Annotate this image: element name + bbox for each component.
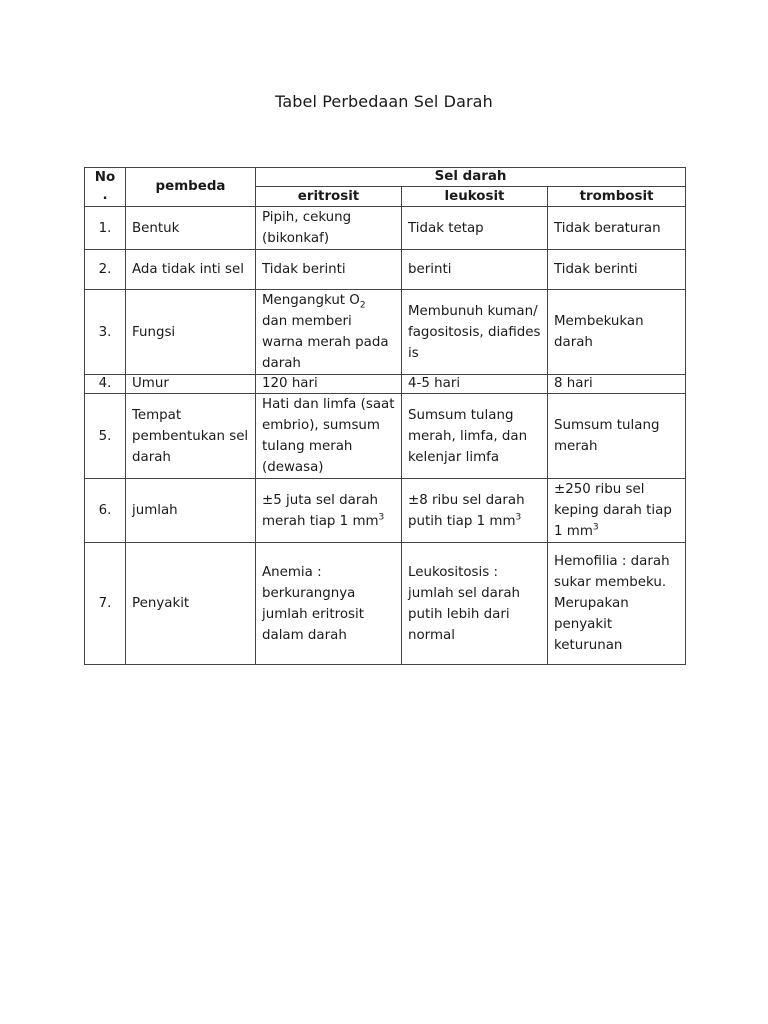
- row-number: 5.: [85, 394, 126, 479]
- row-number: 1.: [85, 207, 126, 250]
- table-row: [85, 479, 686, 543]
- cell-eritrosit: 120 hari: [256, 375, 402, 394]
- blood-cell-table: [84, 167, 686, 665]
- cell-trombosit: ±250 ribu sel keping darah tiap 1 $mm^3$: [548, 479, 686, 543]
- table-row: [85, 543, 686, 665]
- cell-leukosit: Leukositosis : jumlah sel darah putih lebih dari normal: [402, 543, 548, 665]
- cell-leukosit: Membunuh kuman/fagositosis, diafidesis: [402, 290, 548, 375]
- row-pembeda: Bentuk: [126, 207, 256, 250]
- cell-eritrosit: Anemia : berkurangnya jumlah eritrosit dalam darah: [256, 543, 402, 665]
- table-row: [85, 250, 686, 290]
- row-number: 2.: [85, 250, 126, 290]
- row-number: 7.: [85, 543, 126, 665]
- cell-eritrosit: Pipih, cekung (bikonkaf): [256, 207, 402, 250]
- row-pembeda: Fungsi: [126, 290, 256, 375]
- table-row: [85, 394, 686, 479]
- row-pembeda: Tempat pembentukan sel darah: [126, 394, 256, 479]
- cell-trombosit: Membekukan darah: [548, 290, 686, 375]
- cell-eritrosit: Tidak berinti: [256, 250, 402, 290]
- header-pembeda: pembeda: [126, 168, 256, 207]
- header-sel-darah: Sel darah: [256, 168, 686, 187]
- cell-trombosit: 8 hari: [548, 375, 686, 394]
- header-eritrosit: eritrosit: [256, 187, 402, 207]
- cell-leukosit: 4-5 hari: [402, 375, 548, 394]
- cell-eritrosit: Mengangkut $O_2$ dan memberi warna merah pada darah: [256, 290, 402, 375]
- cell-trombosit: Hemofilia : darah sukar membeku. Merupakan penyakit keturunan: [548, 543, 686, 665]
- row-pembeda: Ada tidak inti sel: [126, 250, 256, 290]
- table-row: [85, 207, 686, 250]
- table-row: [85, 290, 686, 375]
- cell-leukosit: ±8 ribu sel darah putih tiap 1 $mm^3$: [402, 479, 548, 543]
- page-title: Tabel Perbedaan Sel Darah: [275, 92, 493, 111]
- cell-trombosit: Tidak beraturan: [548, 207, 686, 250]
- cell-eritrosit: Hati dan limfa (saat embrio), sumsum tulang merah (dewasa): [256, 394, 402, 479]
- header-row-top: [85, 168, 686, 187]
- cell-trombosit: Tidak berinti: [548, 250, 686, 290]
- cell-leukosit: Sumsum tulang merah, limfa, dan kelenjar limfa: [402, 394, 548, 479]
- header-trombosit: trombosit: [548, 187, 686, 207]
- cell-leukosit: berinti: [402, 250, 548, 290]
- row-pembeda: Umur: [126, 375, 256, 394]
- table-row: [85, 375, 686, 394]
- cell-eritrosit: ±5 juta sel darah merah tiap 1 $mm^3$: [256, 479, 402, 543]
- header-no: No .: [85, 168, 126, 207]
- cell-leukosit: Tidak tetap: [402, 207, 548, 250]
- row-number: 3.: [85, 290, 126, 375]
- row-pembeda: jumlah: [126, 479, 256, 543]
- row-number: 6.: [85, 479, 126, 543]
- row-pembeda: Penyakit: [126, 543, 256, 665]
- row-number: 4.: [85, 375, 126, 394]
- cell-trombosit: Sumsum tulang merah: [548, 394, 686, 479]
- header-leukosit: leukosit: [402, 187, 548, 207]
